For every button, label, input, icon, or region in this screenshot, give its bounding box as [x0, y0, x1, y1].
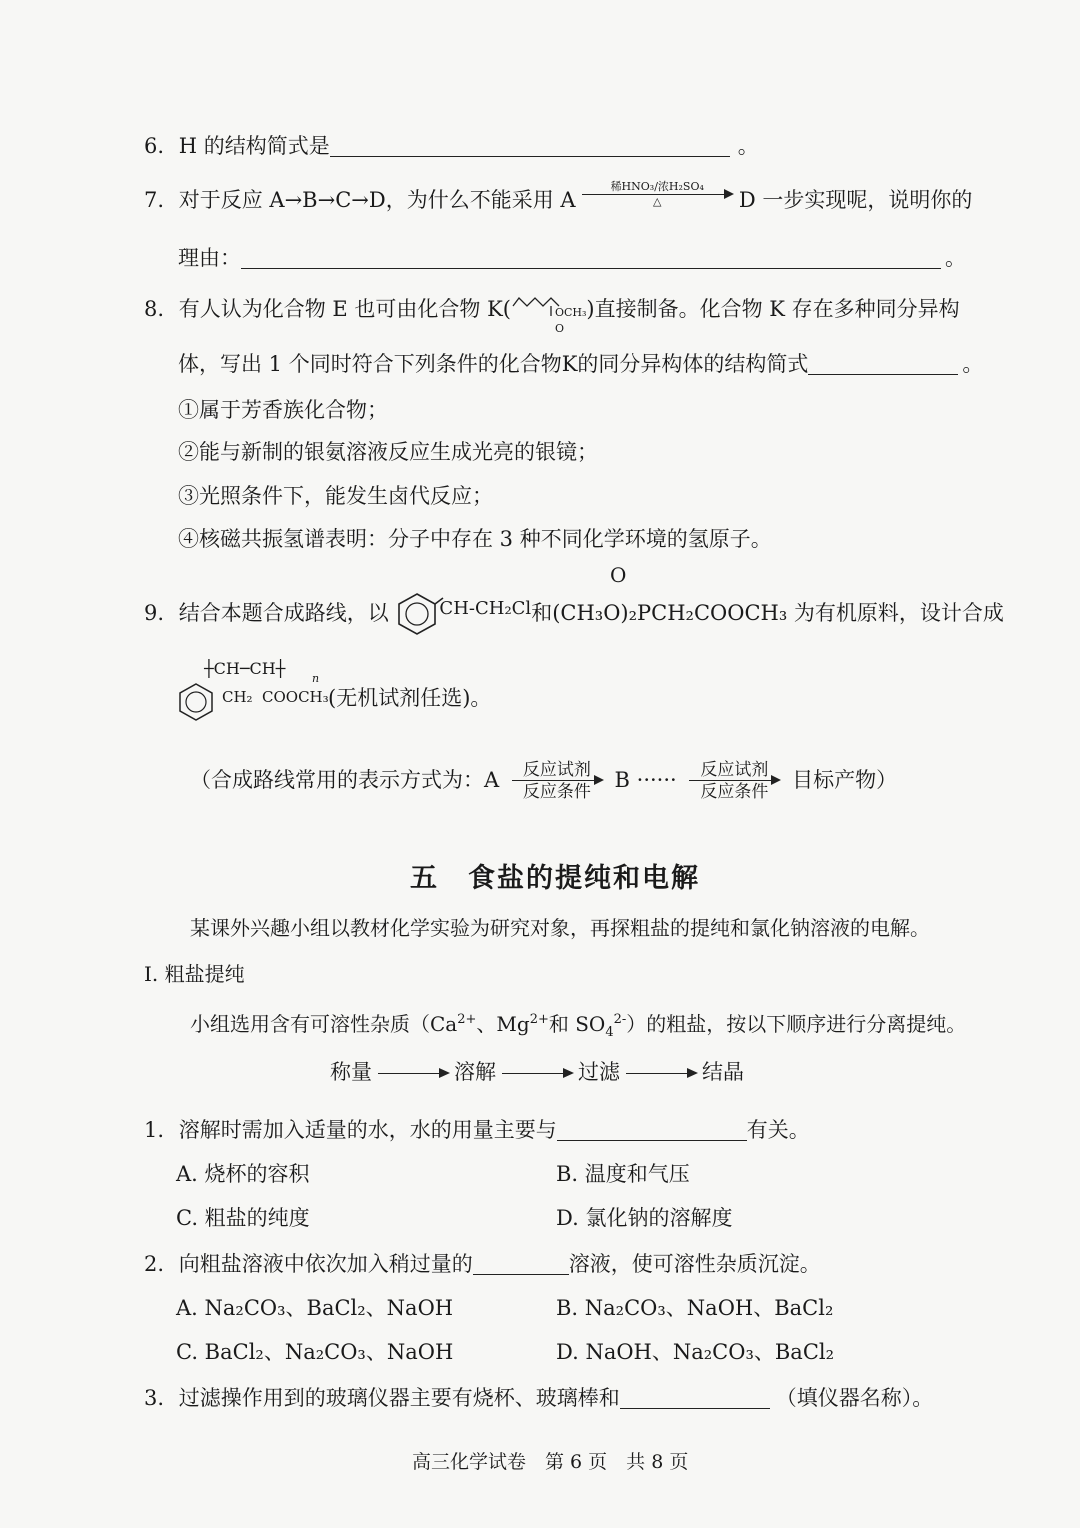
ion-subscript: 4 [605, 1025, 614, 1040]
question-text-cont: 和(CH₃O)₂PCH₂COOCH₃ 为有机原料，设计合成 [531, 601, 1004, 625]
part-question-2 [144, 1250, 821, 1278]
route-arrow-1 [512, 760, 602, 803]
flow-step-weigh: 称量 [330, 1060, 372, 1084]
benzene-ring-icon [176, 680, 216, 720]
question-number: 2. [144, 1252, 165, 1276]
ch2-label: CH₂ [222, 688, 253, 706]
question-number: 9. [144, 601, 165, 625]
reason-label: 理由： [178, 246, 241, 270]
answer-blank[interactable] [473, 1254, 569, 1275]
question-text: H 的结构简式是 [178, 134, 330, 158]
arrow-right-icon [626, 1073, 696, 1074]
question-text: 向粗盐溶液中依次加入稍过量的 [178, 1252, 473, 1276]
question-text-cont: （填仪器名称）。 [775, 1386, 934, 1410]
condition-2: ②能与新制的银氨溶液反应生成光亮的银镜； [178, 440, 598, 464]
arrow-icon [582, 194, 732, 195]
ion-charge: 2+ [529, 1012, 549, 1027]
question-7-reason [178, 244, 966, 272]
polymer-n-label: n [312, 672, 320, 685]
chloro-chain-label: CH-CH₂Cl [439, 598, 532, 619]
desc-text: ）的粗盐，按以下顺序进行分离提纯。 [626, 1012, 967, 1036]
flow-step-crystallize: 结晶 [702, 1060, 744, 1084]
option-d[interactable]: D. 氯化钠的溶解度 [556, 1206, 733, 1230]
arrow-right-icon [502, 1073, 572, 1074]
condition-1: ①属于芳香族化合物； [178, 398, 388, 422]
question-text: (无机试剂任选)。 [328, 686, 492, 710]
route-reagent-label: 反应试剂 [700, 760, 769, 780]
benzene-ring-icon [395, 592, 439, 636]
question-text: 过滤操作用到的玻璃仪器主要有烧杯、玻璃棒和 [178, 1386, 620, 1410]
question-text: 结合本题合成路线，以 [178, 601, 389, 625]
route-b: B ······ [614, 768, 677, 792]
option-b[interactable]: B. 温度和气压 [556, 1162, 690, 1186]
question-text: 溶解时需加入适量的水，水的用量主要与 [178, 1118, 557, 1142]
option-a[interactable]: A. Na₂CO₃、BaCl₂、NaOH [176, 1296, 454, 1320]
arrow-icon [689, 780, 779, 781]
answer-blank[interactable] [620, 1388, 770, 1409]
condition-4: ④核磁共振氢谱表明：分子中存在 3 种不同化学环境的氢原子。 [178, 527, 772, 551]
route-expression [190, 760, 897, 803]
flow-step-filter: 过滤 [578, 1060, 620, 1084]
arrow-condition-bottom: △ [653, 195, 662, 208]
phosphonate-o-label: O [610, 563, 627, 587]
part-question-1 [144, 1116, 810, 1144]
question-text-cont: 有关。 [746, 1118, 810, 1142]
punctuation: 。 [737, 134, 759, 158]
arrow-right-icon [378, 1073, 448, 1074]
desc-text: 小组选用含有可溶性杂质（Ca [190, 1012, 458, 1036]
option-c[interactable]: C. BaCl₂、Na₂CO₃、NaOH [176, 1340, 454, 1364]
route-condition-label: 反应条件 [522, 782, 591, 802]
option-d[interactable]: D. NaOH、Na₂CO₃、BaCl₂ [556, 1340, 835, 1364]
question-text: 对于反应 A→B→C→D，为什么不能采用 A [178, 188, 576, 212]
polymer-backbone-label: ┼CH─CH┼ [204, 659, 286, 678]
ion-charge: 2+ [457, 1012, 477, 1027]
process-flow [330, 1058, 744, 1086]
question-text-cont: D 一步实现呢，说明你的 [738, 188, 973, 212]
question-9 [144, 592, 1004, 636]
route-condition-label: 反应条件 [700, 782, 769, 802]
question-8-line2 [178, 350, 983, 378]
question-8 [144, 294, 960, 327]
route-target: 目标产物） [792, 768, 898, 792]
reaction-arrow [582, 180, 732, 209]
punctuation: 。 [962, 352, 984, 376]
cooch3-label: COOCH₃ [262, 688, 329, 706]
section-title: 五 食盐的提纯和电解 [410, 863, 700, 894]
part-question-3 [144, 1384, 933, 1412]
ion-charge: 2- [613, 1012, 627, 1027]
option-c[interactable]: C. 粗盐的纯度 [176, 1206, 310, 1230]
question-number: 6. [144, 134, 165, 158]
question-text: 体，写出 1 个同时符合下列条件的化合物K的同分异构体的结构简式 [178, 352, 809, 376]
answer-blank[interactable] [557, 1120, 747, 1141]
route-reagent-label: 反应试剂 [522, 760, 591, 780]
question-number: 1. [144, 1118, 165, 1142]
flow-step-dissolve: 溶解 [454, 1060, 496, 1084]
part-heading: I. 粗盐提纯 [144, 962, 245, 986]
desc-text: 和 SO [548, 1012, 606, 1036]
section-intro: 某课外兴趣小组以教材化学实验为研究对象，再探粗盐的提纯和氯化钠溶液的电解。 [190, 916, 930, 940]
question-number: 3. [144, 1386, 165, 1410]
question-7 [144, 180, 973, 214]
arrow-condition-top: 稀HNO₃/浓H₂SO₄ [610, 180, 704, 193]
question-6 [144, 132, 759, 160]
och3-label: OCH₃ [554, 306, 587, 319]
option-b[interactable]: B. Na₂CO₃、NaOH、BaCl₂ [556, 1296, 834, 1320]
route-intro: （合成路线常用的表示方式为：A [190, 768, 500, 792]
answer-blank[interactable] [241, 248, 941, 269]
carbonyl-o-label: O [555, 322, 565, 335]
question-number: 8. [144, 297, 165, 321]
answer-blank[interactable] [330, 136, 730, 157]
question-text-cont: )直接制备。化合物 K 存在多种同分异构 [586, 297, 960, 321]
page-footer: 高三化学试卷 第 6 页 共 8 页 [412, 1451, 689, 1473]
arrow-icon [512, 780, 602, 781]
answer-blank[interactable] [808, 354, 958, 375]
desc-text: 、Mg [476, 1012, 530, 1036]
part-description [190, 1006, 966, 1047]
punctuation: 。 [945, 246, 966, 270]
condition-3: ③光照条件下，能发生卤代反应； [178, 484, 493, 508]
route-arrow-2 [689, 760, 779, 803]
question-text-cont: 溶液，使可溶性杂质沉淀。 [568, 1252, 821, 1276]
question-number: 7. [144, 188, 165, 212]
option-a[interactable]: A. 烧杯的容积 [176, 1162, 310, 1186]
question-text: 有人认为化合物 E 也可由化合物 K( [178, 297, 511, 321]
